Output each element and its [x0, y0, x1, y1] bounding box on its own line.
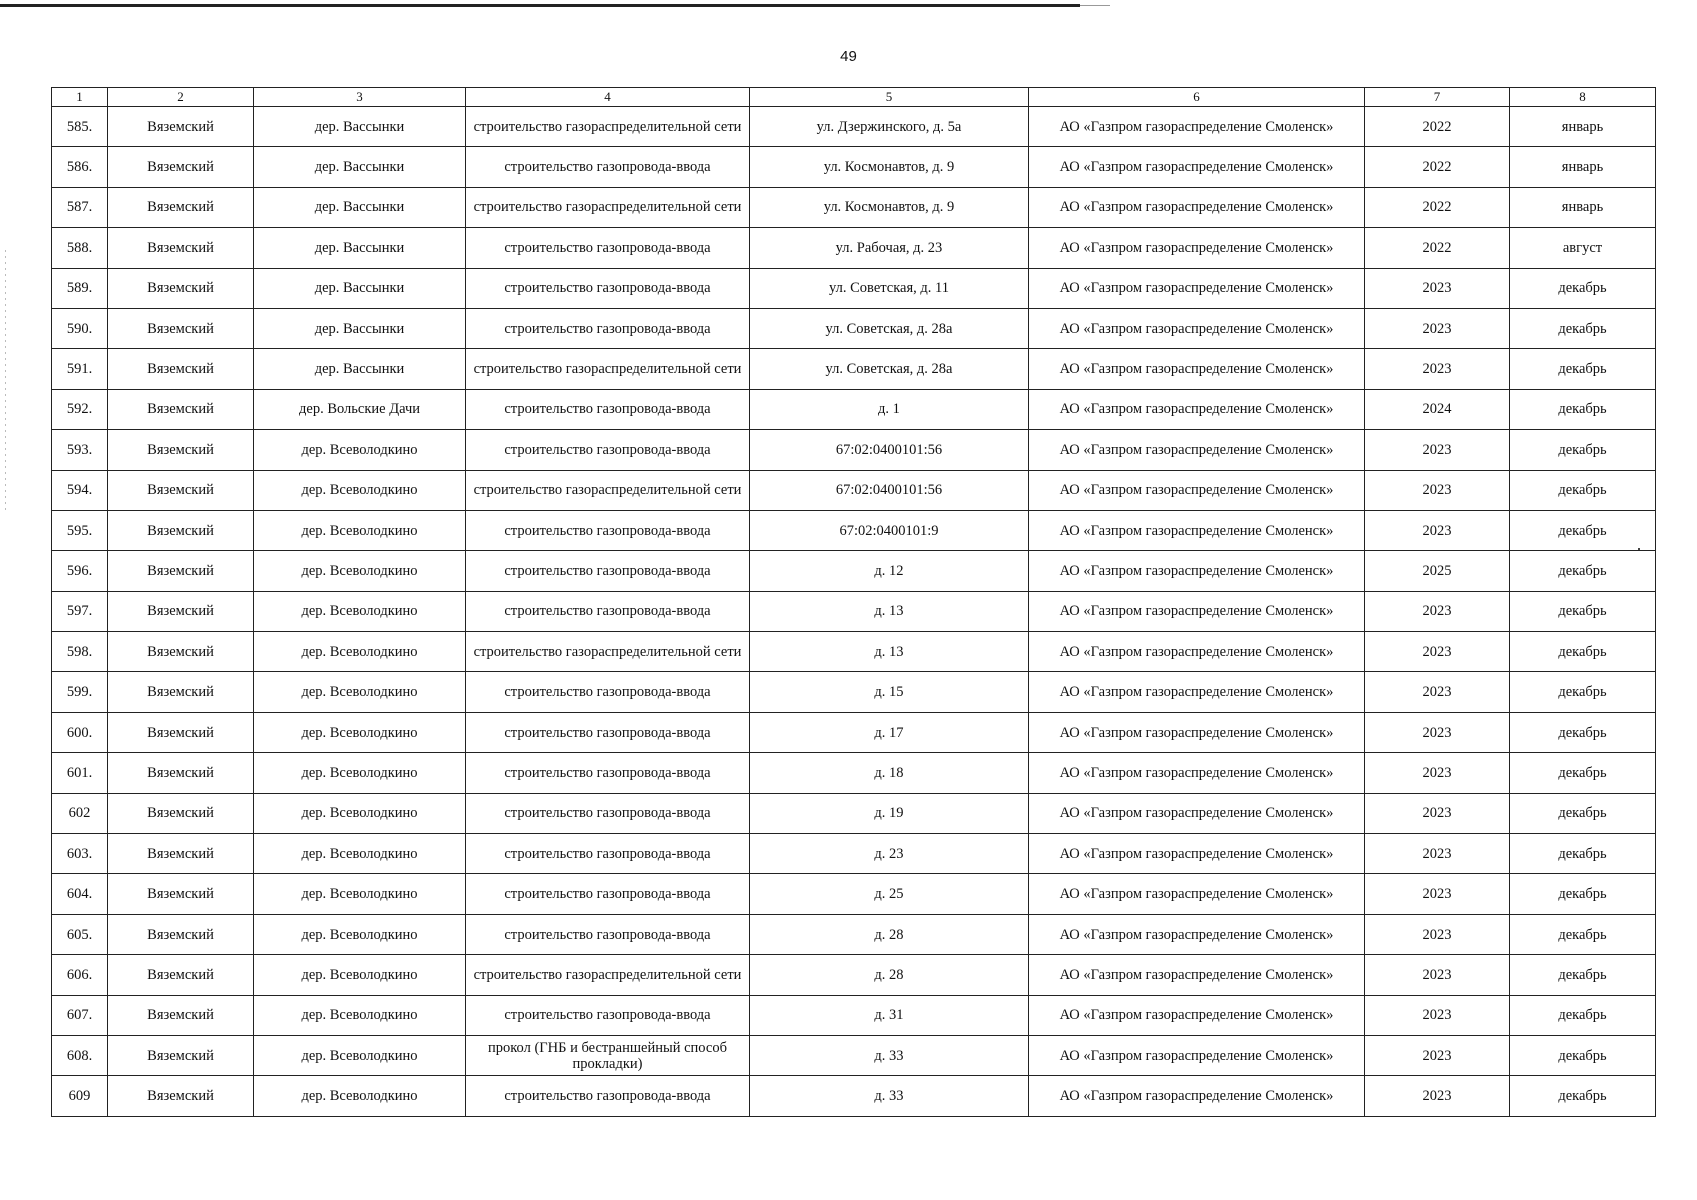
cell-month: декабрь [1510, 510, 1656, 550]
cell-work-type: прокол (ГНБ и бестраншейный способ прокладки) [466, 1035, 750, 1075]
cell-month: декабрь [1510, 753, 1656, 793]
cell-organization: АО «Газпром газораспределение Смоленск» [1029, 228, 1365, 268]
col-header-3: 3 [254, 88, 466, 107]
cell-address: д. 18 [750, 753, 1029, 793]
cell-organization: АО «Газпром газораспределение Смоленск» [1029, 147, 1365, 187]
table-row [52, 510, 1656, 550]
col-header-5: 5 [750, 88, 1029, 107]
cell-district: Вяземский [108, 955, 254, 995]
cell-district: Вяземский [108, 187, 254, 227]
cell-settlement: дер. Вассынки [254, 228, 466, 268]
cell-work-type: строительство газопровода-ввода [466, 793, 750, 833]
cell-settlement: дер. Всеволодкино [254, 632, 466, 672]
col-header-1: 1 [52, 88, 108, 107]
cell-address: д. 25 [750, 874, 1029, 914]
cell-year: 2023 [1365, 591, 1510, 631]
table-row [52, 187, 1656, 227]
cell-settlement: дер. Вассынки [254, 147, 466, 187]
table-row [52, 228, 1656, 268]
cell-month: декабрь [1510, 470, 1656, 510]
cell-district: Вяземский [108, 591, 254, 631]
cell-year: 2023 [1365, 510, 1510, 550]
cell-year: 2023 [1365, 470, 1510, 510]
cell-settlement: дер. Всеволодкино [254, 1035, 466, 1075]
cell-work-type: строительство газопровода-ввода [466, 147, 750, 187]
cell-organization: АО «Газпром газораспределение Смоленск» [1029, 349, 1365, 389]
table-row [52, 753, 1656, 793]
cell-month: декабрь [1510, 995, 1656, 1035]
cell-month: декабрь [1510, 591, 1656, 631]
cell-settlement: дер. Всеволодкино [254, 834, 466, 874]
cell-month: август [1510, 228, 1656, 268]
table-row [52, 268, 1656, 308]
cell-year: 2023 [1365, 955, 1510, 995]
cell-settlement: дер. Вассынки [254, 308, 466, 348]
cell-district: Вяземский [108, 995, 254, 1035]
cell-settlement: дер. Вассынки [254, 107, 466, 147]
table-row [52, 632, 1656, 672]
table-row [52, 1035, 1656, 1075]
table-row [52, 470, 1656, 510]
col-header-2: 2 [108, 88, 254, 107]
cell-work-type: строительство газораспределительной сети [466, 470, 750, 510]
gasification-table [51, 87, 1656, 1117]
cell-organization: АО «Газпром газораспределение Смоленск» [1029, 308, 1365, 348]
cell-row-number: 597. [52, 591, 108, 631]
cell-month: декабрь [1510, 632, 1656, 672]
table-row [52, 834, 1656, 874]
cell-settlement: дер. Всеволодкино [254, 430, 466, 470]
scan-margin-mark [5, 250, 6, 510]
table-row [52, 672, 1656, 712]
cell-district: Вяземский [108, 510, 254, 550]
cell-address: д. 15 [750, 672, 1029, 712]
cell-district: Вяземский [108, 470, 254, 510]
cell-settlement: дер. Всеволодкино [254, 995, 466, 1035]
cell-row-number: 596. [52, 551, 108, 591]
cell-address: д. 17 [750, 712, 1029, 752]
table-row [52, 308, 1656, 348]
cell-work-type: строительство газопровода-ввода [466, 914, 750, 954]
cell-row-number: 598. [52, 632, 108, 672]
cell-work-type: строительство газопровода-ввода [466, 551, 750, 591]
cell-year: 2023 [1365, 430, 1510, 470]
cell-district: Вяземский [108, 834, 254, 874]
cell-row-number: 607. [52, 995, 108, 1035]
cell-district: Вяземский [108, 349, 254, 389]
cell-month: декабрь [1510, 1035, 1656, 1075]
table-row [52, 147, 1656, 187]
cell-district: Вяземский [108, 753, 254, 793]
cell-address: д. 31 [750, 995, 1029, 1035]
cell-district: Вяземский [108, 793, 254, 833]
cell-month: декабрь [1510, 874, 1656, 914]
col-header-4: 4 [466, 88, 750, 107]
cell-month: январь [1510, 107, 1656, 147]
cell-work-type: строительство газопровода-ввода [466, 228, 750, 268]
cell-month: декабрь [1510, 430, 1656, 470]
cell-row-number: 588. [52, 228, 108, 268]
cell-year: 2025 [1365, 551, 1510, 591]
page-number: 49 [840, 48, 857, 65]
table-row [52, 107, 1656, 147]
cell-address: 67:02:0400101:56 [750, 470, 1029, 510]
cell-work-type: строительство газопровода-ввода [466, 834, 750, 874]
cell-organization: АО «Газпром газораспределение Смоленск» [1029, 551, 1365, 591]
cell-work-type: строительство газопровода-ввода [466, 591, 750, 631]
table-row [52, 591, 1656, 631]
cell-year: 2023 [1365, 914, 1510, 954]
cell-district: Вяземский [108, 268, 254, 308]
cell-address: ул. Космонавтов, д. 9 [750, 187, 1029, 227]
cell-settlement: дер. Всеволодкино [254, 753, 466, 793]
cell-work-type: строительство газораспределительной сети [466, 187, 750, 227]
cell-work-type: строительство газопровода-ввода [466, 389, 750, 429]
cell-year: 2023 [1365, 995, 1510, 1035]
cell-address: д. 19 [750, 793, 1029, 833]
cell-district: Вяземский [108, 389, 254, 429]
header-row [52, 88, 1656, 107]
cell-settlement: дер. Всеволодкино [254, 591, 466, 631]
cell-month: декабрь [1510, 268, 1656, 308]
cell-district: Вяземский [108, 874, 254, 914]
cell-district: Вяземский [108, 308, 254, 348]
cell-row-number: 589. [52, 268, 108, 308]
cell-organization: АО «Газпром газораспределение Смоленск» [1029, 268, 1365, 308]
cell-work-type: строительство газопровода-ввода [466, 672, 750, 712]
cell-organization: АО «Газпром газораспределение Смоленск» [1029, 712, 1365, 752]
cell-settlement: дер. Всеволодкино [254, 874, 466, 914]
top-border-line-tail [1080, 5, 1110, 6]
cell-row-number: 609 [52, 1076, 108, 1116]
cell-address: д. 13 [750, 591, 1029, 631]
cell-row-number: 603. [52, 834, 108, 874]
cell-year: 2023 [1365, 268, 1510, 308]
cell-organization: АО «Газпром газораспределение Смоленск» [1029, 834, 1365, 874]
cell-row-number: 594. [52, 470, 108, 510]
table-row [52, 430, 1656, 470]
cell-work-type: строительство газораспределительной сети [466, 349, 750, 389]
cell-work-type: строительство газопровода-ввода [466, 268, 750, 308]
cell-settlement: дер. Всеволодкино [254, 510, 466, 550]
cell-district: Вяземский [108, 430, 254, 470]
cell-settlement: дер. Всеволодкино [254, 712, 466, 752]
cell-settlement: дер. Всеволодкино [254, 1076, 466, 1116]
cell-year: 2023 [1365, 1035, 1510, 1075]
cell-organization: АО «Газпром газораспределение Смоленск» [1029, 107, 1365, 147]
table-row [52, 712, 1656, 752]
cell-row-number: 604. [52, 874, 108, 914]
cell-organization: АО «Газпром газораспределение Смоленск» [1029, 470, 1365, 510]
cell-row-number: 608. [52, 1035, 108, 1075]
cell-year: 2023 [1365, 349, 1510, 389]
cell-year: 2023 [1365, 632, 1510, 672]
cell-settlement: дер. Всеволодкино [254, 955, 466, 995]
cell-organization: АО «Газпром газораспределение Смоленск» [1029, 1076, 1365, 1116]
cell-work-type: строительство газопровода-ввода [466, 510, 750, 550]
cell-month: декабрь [1510, 349, 1656, 389]
col-header-6: 6 [1029, 88, 1365, 107]
cell-district: Вяземский [108, 914, 254, 954]
cell-row-number: 585. [52, 107, 108, 147]
cell-address: д. 1 [750, 389, 1029, 429]
cell-year: 2023 [1365, 308, 1510, 348]
cell-row-number: 606. [52, 955, 108, 995]
cell-district: Вяземский [108, 1076, 254, 1116]
cell-work-type: строительство газопровода-ввода [466, 1076, 750, 1116]
cell-year: 2023 [1365, 753, 1510, 793]
cell-month: декабрь [1510, 712, 1656, 752]
cell-district: Вяземский [108, 147, 254, 187]
cell-organization: АО «Газпром газораспределение Смоленск» [1029, 672, 1365, 712]
cell-address: ул. Советская, д. 28а [750, 308, 1029, 348]
cell-organization: АО «Газпром газораспределение Смоленск» [1029, 591, 1365, 631]
cell-work-type: строительство газопровода-ввода [466, 308, 750, 348]
cell-year: 2023 [1365, 672, 1510, 712]
cell-district: Вяземский [108, 551, 254, 591]
cell-organization: АО «Газпром газораспределение Смоленск» [1029, 510, 1365, 550]
cell-row-number: 593. [52, 430, 108, 470]
cell-row-number: 586. [52, 147, 108, 187]
table-row [52, 914, 1656, 954]
cell-settlement: дер. Вассынки [254, 268, 466, 308]
cell-settlement: дер. Всеволодкино [254, 914, 466, 954]
cell-work-type: строительство газопровода-ввода [466, 712, 750, 752]
cell-district: Вяземский [108, 672, 254, 712]
cell-address: д. 13 [750, 632, 1029, 672]
cell-organization: АО «Газпром газораспределение Смоленск» [1029, 1035, 1365, 1075]
cell-district: Вяземский [108, 228, 254, 268]
cell-year: 2023 [1365, 793, 1510, 833]
cell-address: д. 12 [750, 551, 1029, 591]
cell-work-type: строительство газопровода-ввода [466, 874, 750, 914]
cell-row-number: 591. [52, 349, 108, 389]
cell-row-number: 602 [52, 793, 108, 833]
cell-settlement: дер. Всеволодкино [254, 470, 466, 510]
cell-work-type: строительство газораспределительной сети [466, 955, 750, 995]
cell-address: д. 33 [750, 1035, 1029, 1075]
cell-row-number: 605. [52, 914, 108, 954]
table-row [52, 349, 1656, 389]
cell-year: 2022 [1365, 147, 1510, 187]
cell-row-number: 595. [52, 510, 108, 550]
table-row [52, 874, 1656, 914]
cell-month: январь [1510, 147, 1656, 187]
cell-organization: АО «Газпром газораспределение Смоленск» [1029, 753, 1365, 793]
table-row [52, 955, 1656, 995]
table-row [52, 389, 1656, 429]
cell-organization: АО «Газпром газораспределение Смоленск» [1029, 914, 1365, 954]
col-header-7: 7 [1365, 88, 1510, 107]
cell-row-number: 601. [52, 753, 108, 793]
cell-year: 2023 [1365, 712, 1510, 752]
cell-address: д. 23 [750, 834, 1029, 874]
cell-organization: АО «Газпром газораспределение Смоленск» [1029, 389, 1365, 429]
cell-settlement: дер. Всеволодкино [254, 672, 466, 712]
cell-month: декабрь [1510, 672, 1656, 712]
cell-work-type: строительство газораспределительной сети [466, 107, 750, 147]
cell-year: 2023 [1365, 834, 1510, 874]
cell-district: Вяземский [108, 712, 254, 752]
cell-row-number: 587. [52, 187, 108, 227]
cell-row-number: 590. [52, 308, 108, 348]
cell-work-type: строительство газопровода-ввода [466, 430, 750, 470]
top-border-line [0, 4, 1080, 7]
table-row [52, 793, 1656, 833]
cell-settlement: дер. Всеволодкино [254, 551, 466, 591]
table-body [52, 107, 1656, 1117]
cell-work-type: строительство газопровода-ввода [466, 753, 750, 793]
table-row [52, 551, 1656, 591]
table-row [52, 995, 1656, 1035]
col-header-8: 8 [1510, 88, 1656, 107]
cell-organization: АО «Газпром газораспределение Смоленск» [1029, 874, 1365, 914]
cell-month: декабрь [1510, 551, 1656, 591]
table-row [52, 1076, 1656, 1116]
cell-address: ул. Советская, д. 11 [750, 268, 1029, 308]
cell-address: ул. Космонавтов, д. 9 [750, 147, 1029, 187]
cell-organization: АО «Газпром газораспределение Смоленск» [1029, 995, 1365, 1035]
cell-settlement: дер. Всеволодкино [254, 793, 466, 833]
cell-month: декабрь [1510, 914, 1656, 954]
cell-month: январь [1510, 187, 1656, 227]
cell-address: 67:02:0400101:9 [750, 510, 1029, 550]
cell-month: декабрь [1510, 793, 1656, 833]
cell-address: ул. Советская, д. 28а [750, 349, 1029, 389]
cell-row-number: 599. [52, 672, 108, 712]
cell-month: декабрь [1510, 389, 1656, 429]
cell-address: ул. Рабочая, д. 23 [750, 228, 1029, 268]
cell-month: декабрь [1510, 955, 1656, 995]
cell-year: 2022 [1365, 107, 1510, 147]
cell-month: декабрь [1510, 1076, 1656, 1116]
cell-organization: АО «Газпром газораспределение Смоленск» [1029, 955, 1365, 995]
cell-year: 2023 [1365, 1076, 1510, 1116]
cell-row-number: 592. [52, 389, 108, 429]
cell-year: 2024 [1365, 389, 1510, 429]
cell-organization: АО «Газпром газораспределение Смоленск» [1029, 187, 1365, 227]
cell-district: Вяземский [108, 107, 254, 147]
cell-month: декабрь [1510, 308, 1656, 348]
cell-year: 2022 [1365, 228, 1510, 268]
cell-settlement: дер. Вассынки [254, 187, 466, 227]
cell-settlement: дер. Вассынки [254, 349, 466, 389]
cell-address: д. 28 [750, 955, 1029, 995]
cell-row-number: 600. [52, 712, 108, 752]
cell-district: Вяземский [108, 1035, 254, 1075]
cell-organization: АО «Газпром газораспределение Смоленск» [1029, 793, 1365, 833]
cell-address: ул. Дзержинского, д. 5а [750, 107, 1029, 147]
cell-address: д. 28 [750, 914, 1029, 954]
cell-organization: АО «Газпром газораспределение Смоленск» [1029, 430, 1365, 470]
cell-settlement: дер. Вольские Дачи [254, 389, 466, 429]
cell-year: 2023 [1365, 874, 1510, 914]
cell-month: декабрь [1510, 834, 1656, 874]
cell-address: 67:02:0400101:56 [750, 430, 1029, 470]
cell-district: Вяземский [108, 632, 254, 672]
cell-year: 2022 [1365, 187, 1510, 227]
cell-work-type: строительство газопровода-ввода [466, 995, 750, 1035]
cell-address: д. 33 [750, 1076, 1029, 1116]
cell-work-type: строительство газораспределительной сети [466, 632, 750, 672]
cell-organization: АО «Газпром газораспределение Смоленск» [1029, 632, 1365, 672]
